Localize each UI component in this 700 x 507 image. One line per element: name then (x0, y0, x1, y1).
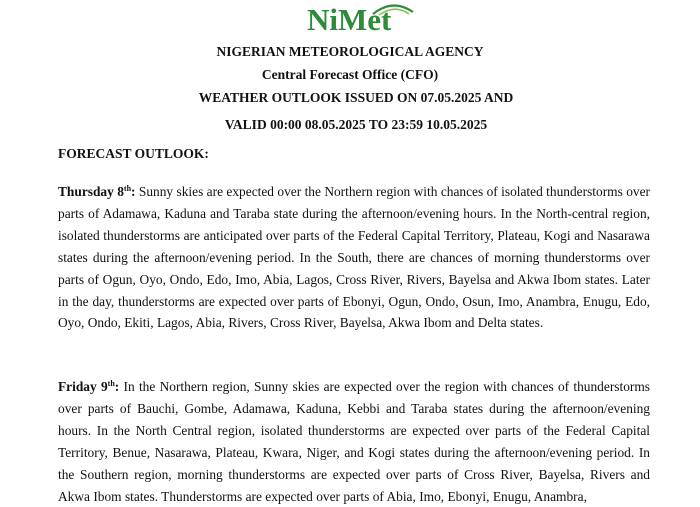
agency-name: NIGERIAN METEOROLOGICAL AGENCY (216, 44, 484, 59)
valid-line: VALID 00:00 08.05.2025 TO 23:59 10.05.2025 (224, 117, 488, 132)
day-label (58, 379, 119, 394)
issued-line: WEATHER OUTLOOK ISSUED ON 07.05.2025 AND (198, 90, 514, 105)
forecast-paragraph-friday (58, 376, 650, 507)
day-ordinal-suffix: th (123, 184, 132, 193)
day-colon: : (131, 184, 136, 199)
day-name: Friday 9 (58, 379, 108, 394)
day-name: Thursday 8 (58, 184, 124, 199)
forecast-text: Sunny skies are expected over the Northern region with chances of isolated thunderstorms over parts of Adamawa, Kaduna and Taraba state during the afternoon/evening hours. In the North-central region, isolated thunderstorms are anticipated over parts of the Federal Capital Territory, Plateau, Kogi and Nasarawa states during the afternoon/evening period. In the South, there are chances of morning thunderstorms over parts of Ogun, Oyo, Ondo, Edo, Imo, Abia, Lagos, Cross River, Rivers, Bayelsa and Akwa Ibom states. Later in the day, thunderstorms are expected over parts of Ebonyi, Ogun, Ondo, Osun, Imo, Anambra, Enugu, Edo, Oyo, Ondo, Ekiti, Lagos, Abia, Rivers, Cross River, Bayelsa, Akwa Ibom and Delta states. (58, 184, 650, 331)
office-name: Central Forecast Office (CFO) (261, 67, 439, 82)
forecast-paragraph-thursday (58, 181, 650, 334)
nimet-logo (307, 2, 419, 38)
day-label (58, 184, 136, 199)
forecast-text: In the Northern region, Sunny skies are expected over the region with chances of thunderstorms over parts of Bauchi, Gombe, Adamawa, Kaduna, Kebbi and Taraba states during the afternoon/evening hours. In the North Central region, isolated thunderstorms are expected over parts of the Federal Capital Territory, Benue, Nasarawa, Plateau, Kwara, Niger, and Kogi states during the afternoon/evening period. In the Southern region, morning thunderstorms are expected over parts of Cross River, Bayelsa, Rivers and Akwa Ibom states. Thunderstorms are expected over parts of Abia, Imo, Ebonyi, Enugu, Anambra, (58, 379, 650, 504)
day-colon: : (114, 379, 120, 394)
day-ordinal-suffix: th (107, 379, 115, 388)
section-title: FORECAST OUTLOOK: (58, 146, 209, 161)
logo-text: NiMet (307, 2, 392, 37)
